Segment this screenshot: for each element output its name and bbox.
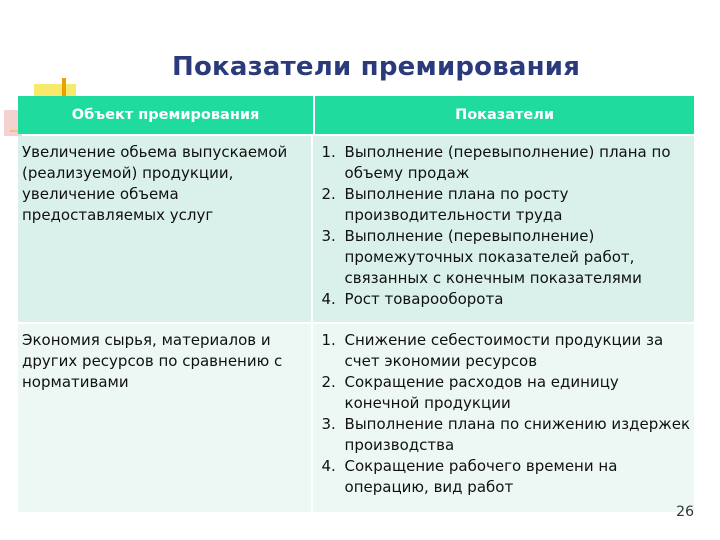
bonus-indicators-table (18, 96, 694, 512)
list-item: 4. Рост товарооборота (341, 289, 694, 310)
list-item: 4. Сокращение рабочего времени на операцию, вид работ (341, 456, 694, 498)
table-row (18, 324, 694, 512)
table-header-row (18, 96, 694, 134)
indicators-cell (311, 324, 694, 512)
header-object: Объект премирования (71, 107, 260, 123)
list-item: 1. Выполнение (перевыполнение) плана по объему продаж (341, 142, 694, 184)
slide-title: Показатели премирования (172, 52, 581, 82)
list-item: 2. Выполнение плана по росту производительности труда (341, 184, 694, 226)
list-item: 3. Выполнение плана по снижению издержек производства (341, 414, 694, 456)
list-item: 3. Выполнение (перевыполнение) промежуточных показателей работ, связанных с конечным показателями (341, 226, 694, 289)
header-indicators: Показатели (455, 107, 555, 123)
indicators-cell (311, 136, 694, 322)
table-row (18, 136, 694, 322)
page-number: 26 (676, 504, 694, 520)
indicators-list (319, 142, 694, 310)
list-item: 2. Сокращение расходов на единицу конечной продукции (341, 372, 694, 414)
list-item: 1. Снижение себестоимости продукции за счет экономии ресурсов (341, 330, 694, 372)
indicators-list (319, 330, 694, 498)
object-cell: Экономия сырья, материалов и других ресурсов по сравнению с нормативами (22, 331, 283, 391)
object-cell: Увеличение обьема выпускаемой (реализуемой) продукции, увеличение объема предоставляемых услуг (22, 143, 288, 224)
